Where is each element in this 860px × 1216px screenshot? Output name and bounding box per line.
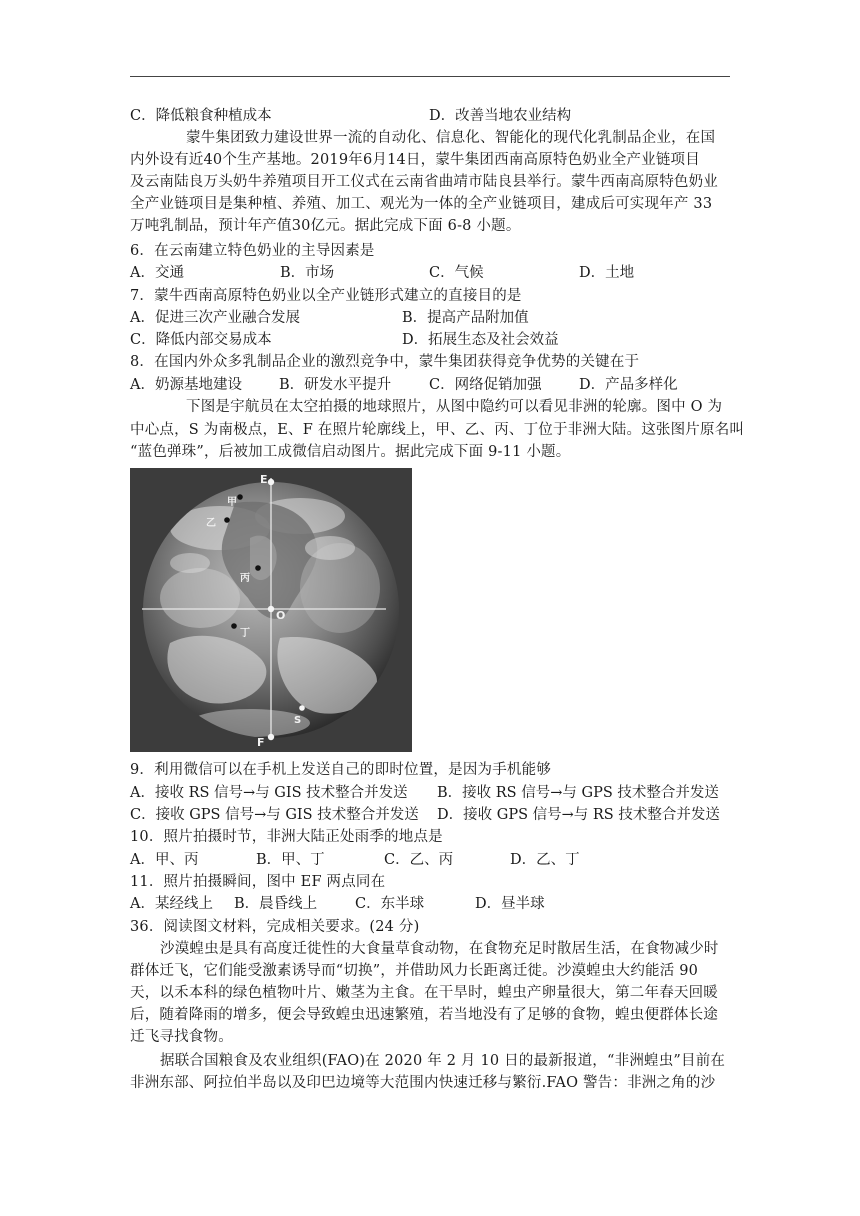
q7-option-a: A．促进三次产业融合发展 xyxy=(130,310,300,326)
question-11-stem: 11．照片拍摄瞬间，图中 EF 两点同在 xyxy=(130,874,386,890)
q9-option-c: C．接收 GPS 信号→与 GIS 技术整合并发送 xyxy=(130,807,419,823)
option-c-prev: C．降低粮食种植成本 xyxy=(130,108,272,124)
point-bing xyxy=(255,565,261,571)
q6-option-c: C．气候 xyxy=(429,265,484,281)
label-bing: 丙 xyxy=(240,573,250,584)
q9-option-b: B．接收 RS 信号→与 GPS 技术整合并发送 xyxy=(437,785,719,801)
point-o xyxy=(268,606,274,612)
passage1-line: 蒙牛集团致力建设世界一流的自动化、信息化、智能化的现代化乳制品企业，在国 xyxy=(186,130,716,146)
passage2-line: 下图是宇航员在太空拍摄的地球照片，从图中隐约可以看见非洲的轮廓。图中 O 为 xyxy=(186,399,723,415)
q6-option-b: B．市场 xyxy=(280,265,335,281)
q10-option-d: D．乙、丁 xyxy=(510,852,580,868)
point-ding xyxy=(231,623,237,629)
q36-para1-line: 沙漠蝗虫是具有高度迁徙性的大食量草食动物，在食物充足时散居生活，在食物减少时 xyxy=(160,941,719,957)
q36-para1-line: 迁飞寻找食物。 xyxy=(130,1029,233,1045)
q6-option-d: D．土地 xyxy=(579,265,635,281)
q11-option-c: C．东半球 xyxy=(355,896,425,912)
label-s: S xyxy=(294,715,302,726)
label-ding: 丁 xyxy=(240,628,250,639)
passage1-line: 及云南陆良万头奶牛养殖项目开工仪式在云南省曲靖市陆良县举行。蒙牛西南高原特色奶业 xyxy=(130,174,718,190)
q8-option-a: A．奶源基地建设 xyxy=(130,377,242,393)
q11-option-b: B．晨昏线上 xyxy=(234,896,318,912)
q8-option-d: D．产品多样化 xyxy=(579,377,678,393)
label-o: O xyxy=(276,609,286,622)
passage2-line: “蓝色弹珠”，后被加工成微信启动图片。据此完成下面 9-11 小题。 xyxy=(130,444,571,460)
header-rule xyxy=(130,76,730,77)
label-jia: 甲 xyxy=(227,497,237,508)
passage1-line: 内外设有近40个生产基地。2019年6月14日，蒙牛集团西南高原特色奶业全产业链项目 xyxy=(130,152,700,168)
question-7-stem: 7．蒙牛西南高原特色奶业以全产业链形式建立的直接目的是 xyxy=(130,288,522,304)
option-d-prev: D．改善当地农业结构 xyxy=(429,108,572,124)
passage2-line: 中心点，S 为南极点，E、F 在照片轮廓线上，甲、乙、丙、丁位于非洲大陆。这张图片原名叫 xyxy=(130,422,745,438)
q10-option-a: A．甲、丙 xyxy=(130,852,199,868)
q8-option-c: C．网络促销加强 xyxy=(429,377,542,393)
q7-option-c: C．降低内部交易成本 xyxy=(130,332,272,348)
question-36-stem: 36．阅读图文材料，完成相关要求。(24 分) xyxy=(130,919,420,935)
q7-option-d: D．拓展生态及社会效益 xyxy=(402,332,559,348)
q36-para1-line: 天，以禾本科的绿色植物叶片、嫩茎为主食。在干旱时，蝗虫产卵量很大，第二年春天回暖 xyxy=(130,985,718,1001)
point-e xyxy=(268,479,274,485)
passage1-line: 万吨乳制品，预计年产值30亿元。据此完成下面 6-8 小题。 xyxy=(130,218,521,234)
q11-option-d: D．昼半球 xyxy=(475,896,545,912)
q10-option-b: B．甲、丁 xyxy=(256,852,325,868)
label-e: E xyxy=(260,473,268,486)
point-s xyxy=(299,705,305,711)
q36-para1-line: 后，随着降雨的增多，便会导致蝗虫迅速繁殖，若当地没有了足够的食物，蝗虫便群体长途 xyxy=(130,1007,718,1023)
passage1-line: 全产业链项目是集种植、养殖、加工、观光为一体的全产业链项目，建成后可实现年产 33 xyxy=(130,196,713,212)
question-6-stem: 6．在云南建立特色奶业的主导因素是 xyxy=(130,243,375,259)
q9-option-d: D．接收 GPS 信号→与 RS 技术整合并发送 xyxy=(437,807,720,823)
question-8-stem: 8．在国内外众多乳制品企业的激烈竞争中，蒙牛集团获得竞争优势的关键在于 xyxy=(130,354,640,370)
point-yi xyxy=(224,517,230,523)
point-jia xyxy=(237,494,243,500)
q36-para2-line: 据联合国粮食及农业组织(FAO)在 2020 年 2 月 10 日的最新报道，“非洲蝗虫”目前在 xyxy=(160,1053,726,1069)
q36-para1-line: 群体迁飞，它们能受激素诱导而“切换”，并借助风力长距离迁徙。沙漠蝗虫大约能活 90 xyxy=(130,963,699,979)
q7-option-b: B．提高产品附加值 xyxy=(402,310,529,326)
question-10-stem: 10．照片拍摄时节，非洲大陆正处雨季的地点是 xyxy=(130,829,443,845)
point-f xyxy=(268,734,274,740)
q11-option-a: A．某经线上 xyxy=(130,896,213,912)
q6-option-a: A．交通 xyxy=(130,265,184,281)
q9-option-a: A．接收 RS 信号→与 GIS 技术整合并发送 xyxy=(130,785,408,801)
label-yi: 乙 xyxy=(206,518,216,529)
earth-photo xyxy=(130,468,412,752)
q10-option-c: C．乙、丙 xyxy=(384,852,454,868)
q36-para2-line: 非洲东部、阿拉伯半岛以及印巴边境等大范围内快速迁移与繁衍.FAO 警告：非洲之角的沙 xyxy=(130,1075,716,1091)
question-9-stem: 9．利用微信可以在手机上发送自己的即时位置，是因为手机能够 xyxy=(130,762,552,778)
q8-option-b: B．研发水平提升 xyxy=(279,377,392,393)
label-f: F xyxy=(257,736,265,749)
